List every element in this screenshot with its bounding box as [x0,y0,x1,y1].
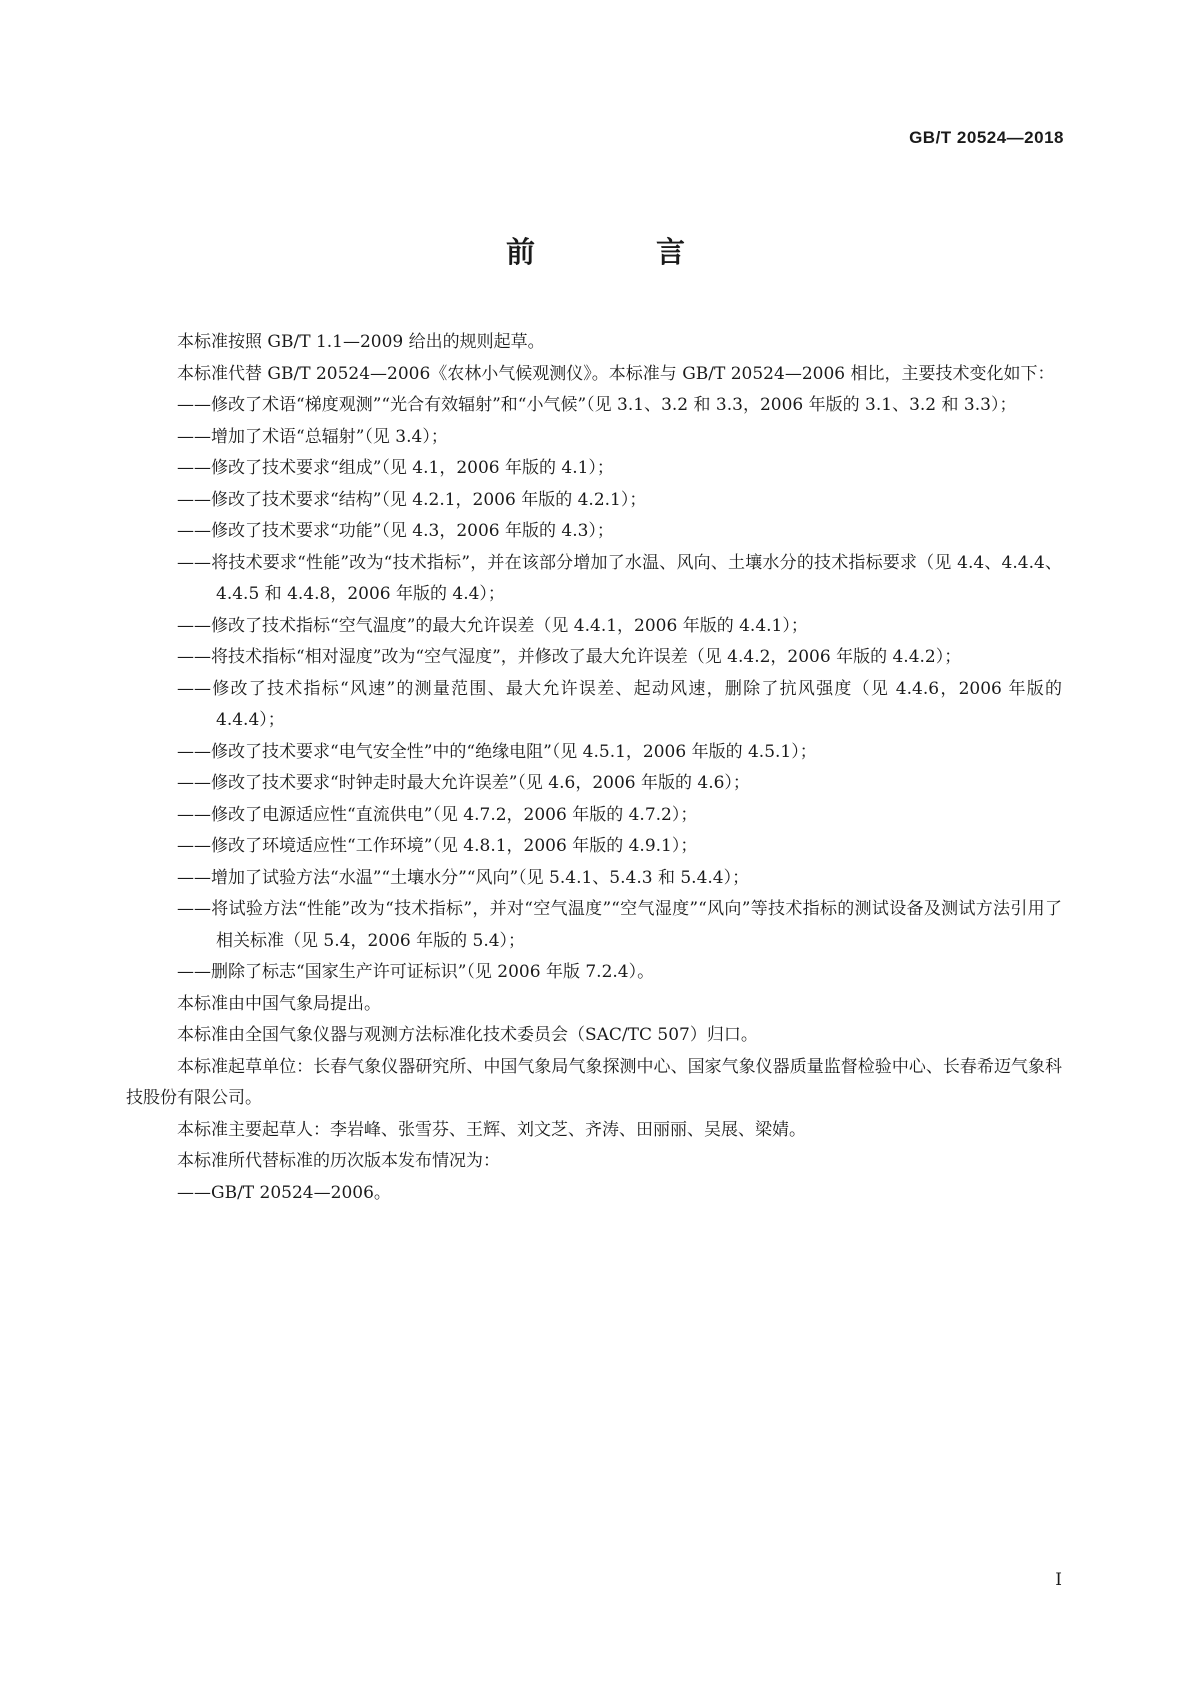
paragraph: 本标准按照 GB/T 1.1—2009 给出的规则起草。 [177,332,545,352]
change-item: ——删除了标志“国家生产许可证标识”（见 2006 年版 7.2.4）。 [177,962,655,982]
standard-code: GB/T 20524—2018 [909,128,1064,147]
foreword-body [126,327,1062,1209]
change-item: ——修改了技术要求“时钟走时最大允许误差”（见 4.6，2006 年版的 4.6）； [177,773,750,793]
version-item: ——GB/T 20524—2006。 [177,1182,391,1203]
change-item: ——将技术要求“性能”改为“技术指标”，并在该部分增加了水温、风向、土壤水分的技术指标要求（见 4.4、4.4.4、4.4.5 和 4.4.8，2006 年版的 4.4）； [177,552,1062,604]
paragraph: 本标准所代替标准的历次版本发布情况为： [177,1151,500,1171]
paragraph: 本标准起草单位：长春气象仪器研究所、中国气象局气象探测中心、国家气象仪器质量监督检验中心、长春希迈气象科技股份有限公司。 [126,1056,1062,1108]
page-number: I [1055,1570,1062,1590]
change-item: ——修改了环境适应性“工作环境”（见 4.8.1，2006 年版的 4.9.1）； [177,836,698,856]
change-item: ——将试验方法“性能”改为“技术指标”，并对“空气温度”“空气湿度”“风向”等技术指标的测试设备及测试方法引用了相关标准（见 5.4，2006 年版的 5.4）； [177,899,1062,951]
paragraph: 本标准代替 GB/T 20524—2006《农林小气候观测仪》。本标准与 GB/T 20524—2006 相比，主要技术变化如下： [177,363,1055,384]
paragraph: 本标准主要起草人：李岩峰、张雪芬、王辉、刘文芝、齐涛、田丽丽、吴展、梁婧。 [177,1119,806,1140]
page-title: 前 言 [505,235,731,269]
paragraph: 本标准由中国气象局提出。 [177,993,381,1014]
change-item: ——修改了电源适应性“直流供电”（见 4.7.2，2006 年版的 4.7.2）； [177,804,698,825]
change-item: ——修改了技术要求“结构”（见 4.2.1，2006 年版的 4.2.1）； [177,489,647,510]
change-item: ——增加了术语“总辐射”（见 3.4）； [177,426,448,447]
paragraph: 本标准由全国气象仪器与观测方法标准化技术委员会（SAC/TC 507）归口。 [177,1025,758,1045]
change-item: ——修改了技术指标“风速”的测量范围、最大允许误差、起动风速，删除了抗风强度（见 4.4.6，2006 年版的 4.4.4）； [177,678,1062,730]
change-item: ——将技术指标“相对湿度”改为“空气湿度”，并修改了最大允许误差（见 4.4.2，2006 年版的 4.4.2）； [177,647,962,667]
change-item: ——修改了技术要求“电气安全性”中的“绝缘电阻”（见 4.5.1，2006 年版的 4.5.1）； [177,741,817,762]
change-item: ——修改了术语“梯度观测”“光合有效辐射”和“小气候”（见 3.1、3.2 和 3.3，2006 年版的 3.1、3.2 和 3.3）； [177,395,1017,415]
change-item: ——修改了技术要求“组成”（见 4.1，2006 年版的 4.1）； [177,458,614,478]
change-item: ——修改了技术要求“功能”（见 4.3，2006 年版的 4.3）； [177,521,614,541]
change-item: ——增加了试验方法“水温”“土壤水分”“风向”（见 5.4.1、5.4.3 和 5.4.4）； [177,867,750,888]
change-item: ——修改了技术指标“空气温度”的最大允许误差（见 4.4.1，2006 年版的 4.4.1）； [177,615,808,636]
